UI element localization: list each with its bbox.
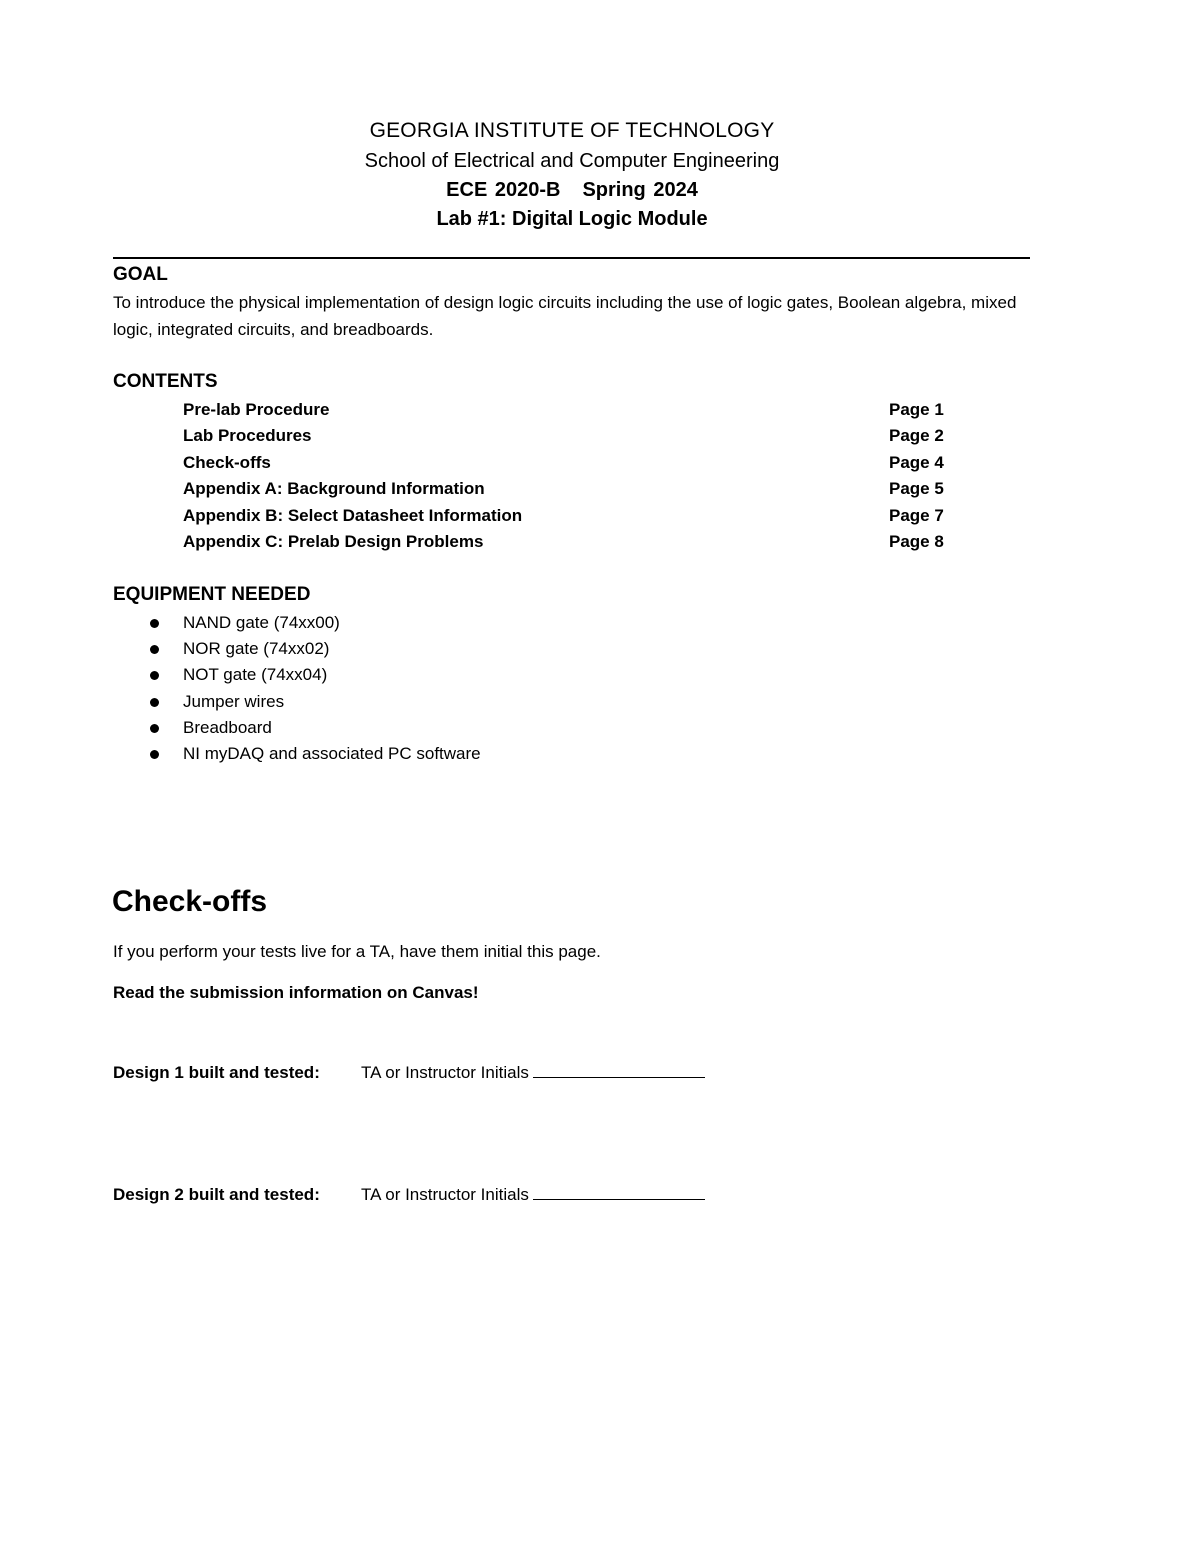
course-code: ECE 2020-B — [446, 179, 561, 201]
document-header — [0, 116, 1144, 234]
design-1-initials-label: TA or Instructor Initials — [361, 1063, 529, 1082]
checkoffs-title: Check-offs — [112, 885, 268, 918]
list-item — [148, 689, 481, 715]
design-1-label: Design 1 built and tested: — [113, 1063, 320, 1082]
bullet-icon — [150, 698, 159, 707]
school-name: School of Electrical and Computer Engineering — [364, 150, 780, 172]
design-2-label: Design 2 built and tested: — [113, 1185, 320, 1204]
header-divider — [113, 257, 1030, 259]
bullet-icon — [150, 671, 159, 680]
toc-item-label: Appendix B: Select Datasheet Information — [183, 505, 523, 525]
contents-heading: CONTENTS — [113, 371, 218, 392]
equipment-item-label: Jumper wires — [183, 691, 285, 711]
list-item — [148, 715, 481, 741]
toc-item — [183, 397, 983, 423]
equipment-item-label: Breadboard — [183, 717, 272, 737]
equipment-item-label: NI myDAQ and associated PC software — [183, 743, 481, 763]
list-item — [148, 662, 481, 688]
equipment-item-label: NAND gate (74xx00) — [183, 613, 340, 632]
submission-note: Read the submission information on Canvas! — [113, 983, 479, 1002]
bullet-icon — [150, 619, 159, 628]
design-1-signoff — [113, 1059, 705, 1086]
toc-item-page: Page 7 — [889, 505, 944, 525]
toc-item-label: Pre-lab Procedure — [183, 400, 330, 419]
goal-heading: GOAL — [113, 264, 168, 285]
list-item — [148, 610, 481, 636]
design-1-initials-blank — [533, 1059, 705, 1078]
table-of-contents — [183, 397, 983, 555]
design-2-initials-label: TA or Instructor Initials — [361, 1185, 529, 1204]
lab-title: Lab #1: Digital Logic Module — [436, 208, 708, 230]
toc-item — [183, 529, 983, 555]
toc-item — [183, 423, 983, 449]
toc-item — [183, 476, 983, 502]
list-item — [148, 741, 481, 767]
course-line — [0, 176, 1144, 204]
toc-item-label: Appendix A: Background Information — [183, 479, 485, 499]
bullet-icon — [150, 750, 159, 759]
equipment-heading: EQUIPMENT NEEDED — [113, 584, 311, 605]
checkoffs-instruction: If you perform your tests live for a TA, have them initial this page. — [113, 942, 601, 961]
goal-text: To introduce the physical implementation of design logic circuits including the use of logic gates, Boolean algebra, mixed logic, integrated circuits, and breadboards. — [113, 293, 1017, 339]
toc-item — [183, 450, 983, 476]
design-2-signoff — [113, 1181, 705, 1208]
toc-item-page: Page 1 — [889, 400, 944, 419]
bullet-icon — [150, 724, 159, 733]
toc-item-label: Lab Procedures — [183, 426, 312, 446]
list-item — [148, 636, 481, 662]
equipment-item-label: NOR gate (74xx02) — [183, 639, 330, 659]
design-2-initials-blank — [533, 1181, 705, 1200]
course-term: Spring 2024 — [582, 179, 698, 201]
toc-item-label: Check-offs — [183, 452, 271, 472]
equipment-list — [148, 610, 481, 767]
toc-item — [183, 503, 983, 529]
toc-item-page: Page 8 — [889, 531, 944, 551]
toc-item-page: Page 2 — [889, 426, 944, 446]
equipment-item-label: NOT gate (74xx04) — [183, 665, 328, 685]
institution-name: GEORGIA INSTITUTE OF TECHNOLOGY — [369, 119, 775, 142]
toc-item-page: Page 5 — [889, 479, 944, 499]
toc-item-page: Page 4 — [889, 452, 944, 472]
toc-item-label: Appendix C: Prelab Design Problems — [183, 531, 484, 551]
bullet-icon — [150, 645, 159, 654]
